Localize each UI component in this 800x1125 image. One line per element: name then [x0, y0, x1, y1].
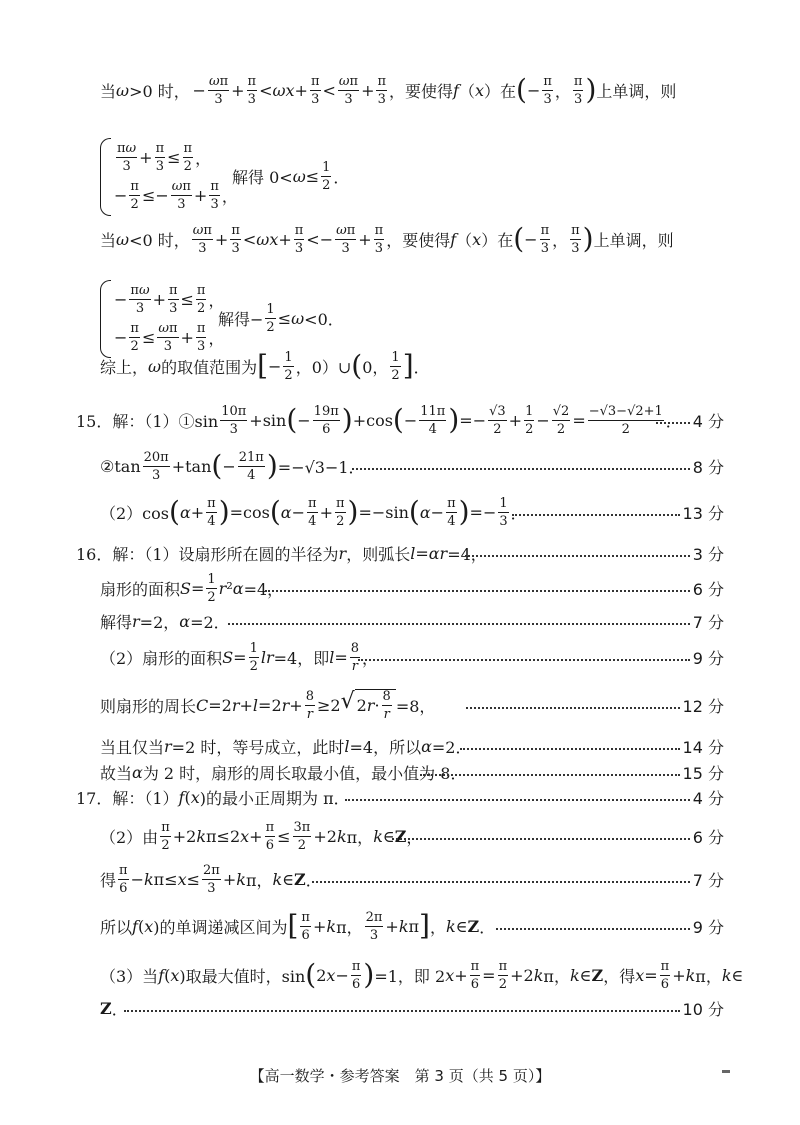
- score-label: 15 分: [682, 763, 724, 783]
- dot-leader: [656, 416, 690, 424]
- line-text: 综上， ω 的取值范围为 [ − $\frac{1}{2}$ ，0）∪ ( 0， $\frac{1}{2}$ ] ．: [100, 349, 430, 383]
- dot-leader: [392, 832, 690, 840]
- line-text: 故当 α 为 2 时，扇形的周长取最小值，最小值为 8．: [100, 762, 467, 783]
- score-label: 8 分: [692, 457, 724, 477]
- dot-leader: [312, 875, 690, 883]
- score-label: 3 分: [692, 544, 724, 564]
- dot-leader: [358, 653, 690, 661]
- line-p16c: [0, 601, 800, 641]
- dot-leader: [512, 508, 680, 516]
- corner-mark: [722, 1070, 730, 1073]
- score-label: 10 分: [682, 999, 724, 1019]
- dot-leader: [465, 549, 690, 557]
- line-p16e: [0, 685, 800, 725]
- dot-leader: [345, 793, 690, 801]
- line-text: ②tan $\frac{20\pi}{3}$ +tan ( − $\frac{21\pi}{4}$ ) =−√3−1．: [100, 449, 365, 483]
- line-text: （2）扇形的面积 S = $\frac{1}{2}$ lr =4，即 l = $\frac{8}{r}$ ，: [100, 640, 379, 674]
- line-text: （2）由 $\frac{\pi}{2}$ +2 k π≤2 x + $\frac{\pi}{6}$ ≤ $\frac{3\pi}{2}$ +2 k π， k ∈ Z ，: [100, 819, 423, 853]
- line-p17b: [0, 816, 800, 856]
- score-label: 12 分: [682, 696, 724, 716]
- line-text: 所以 f ( x )的单调递减区间为 [ $\frac{\pi}{6}$ + k π， $\frac{2\pi}{3}$ + k π ] ， k ∈ Z ．: [100, 909, 496, 943]
- line-p17c: [0, 859, 800, 899]
- score-label: 6 分: [692, 579, 724, 599]
- score-label: 7 分: [692, 612, 724, 632]
- dot-leader: [228, 617, 690, 625]
- line-p15a: [0, 400, 800, 440]
- dot-leader: [352, 462, 690, 470]
- line-p14a: [0, 70, 800, 110]
- line-text: 扇形的面积 S = $\frac{1}{2}$ r ² α =4，: [100, 571, 284, 605]
- line-text: 16．解：（1）设扇形所在圆的半径为 r ，则弧长 l = αr =4，: [76, 543, 487, 564]
- line-text: 则扇形的周长 C =2 r + l =2 r + $\frac{8}{r}$ ≥2 √ 2 r · $\frac{8}{r}$ =8，: [100, 688, 436, 722]
- score-label: 9 分: [692, 917, 724, 937]
- line-text: 得 $\frac{\pi}{6}$ − k π≤ x ≤ $\frac{2\pi}{3}$ + k π， k ∈ Z ．: [100, 862, 322, 896]
- line-p15c: [0, 492, 800, 532]
- line-p16a: [0, 533, 800, 573]
- dot-leader: [124, 1004, 680, 1012]
- system-row-1: $\frac{\pi\omega}{3}$ + $\frac{\pi}{3}$ ≤ $\frac{\pi}{2}$ ，: [117, 140, 212, 174]
- score-label: 6 分: [692, 827, 724, 847]
- dot-leader: [265, 584, 690, 592]
- dot-leader: [460, 742, 680, 750]
- inequality-system-2: [100, 280, 500, 356]
- line-p17f: [0, 988, 800, 1028]
- line-text: 解得 r =2， α =2．: [100, 611, 230, 632]
- dot-leader: [420, 768, 680, 776]
- line-p17d: [0, 906, 800, 946]
- line-text: 15．解：（1）①sin $\frac{10\pi}{3}$ +sin ( − $\frac{19\pi}{6}$ ) +cos ( − $\frac{11\pi}{4}$ ) =− $\frac{√3}{2}$ + $\frac{1}{2}$ − $\frac{√2}{2}$ = $\frac{-√3-√2+1}{2}$ ．: [76, 403, 682, 437]
- brace-symbol: [100, 138, 111, 216]
- system-row-1: − $\frac{\pi\omega}{3}$ + $\frac{\pi}{3}$ ≤ $\frac{\pi}{2}$ ，: [114, 282, 225, 316]
- line-text: 17．解：（1） f ( x )的最小正周期为 π．: [76, 787, 350, 808]
- system-solution: 解得 0< ω ≤ $\frac{1}{2}$ ．: [232, 159, 350, 193]
- brace-symbol: [100, 280, 111, 358]
- system-row-2: − $\frac{\pi}{2}$ ≤ $\frac{\omega\pi}{3}$ + $\frac{\pi}{3}$ ，: [114, 320, 225, 354]
- line-p16d: [0, 637, 800, 677]
- score-label: 13 分: [682, 503, 724, 523]
- line-text: （2）cos ( α + $\frac{\pi}{4}$ ) =cos ( α − $\frac{\pi}{4}$ + $\frac{\pi}{2}$ ) =−sin ( α − $\frac{\pi}{4}$ ) =− $\frac{1}{3}$ ．: [100, 495, 527, 529]
- score-label: 4 分: [692, 411, 724, 431]
- line-text: （3）当 f ( x )取最大值时，sin ( 2 x − $\frac{\pi}{6}$ ) =1，即 2 x + $\frac{\pi}{6}$ = $\frac{\pi}{2}$ +2 k π， k ∈ Z ，得 x = $\frac{\pi}{6}$ + k π， k ∈: [100, 958, 744, 992]
- score-label: 9 分: [692, 648, 724, 668]
- line-text: Z ．: [100, 998, 128, 1019]
- system-solution: 解得− $\frac{1}{2}$ ≤ ω <0．: [218, 301, 344, 335]
- dot-leader: [496, 922, 690, 930]
- line-p14b: [0, 219, 800, 259]
- line-text: 当且仅当 r =2 时，等号成立，此时 l =4，所以 α =2．: [100, 736, 472, 757]
- line-p17a: [0, 777, 800, 817]
- score-label: 14 分: [682, 737, 724, 757]
- inequality-system-1: [100, 138, 500, 214]
- system-row-2: − $\frac{\pi}{2}$ ≤− $\frac{\omega\pi}{3}$ + $\frac{\pi}{3}$ ，: [114, 178, 238, 212]
- score-label: 7 分: [692, 870, 724, 890]
- line-text: 当 ω >0 时， − $\frac{\omega\pi}{3}$ + $\frac{\pi}{3}$ < ωx + $\frac{\pi}{3}$ < $\frac{\omega\pi}{3}$ + $\frac{\pi}{3}$ ，要使得 f （ x ）在 ( − $\frac{\pi}{3}$ ， $\frac{\pi}{3}$ ) 上单调，则: [100, 73, 677, 107]
- score-label: 4 分: [692, 788, 724, 808]
- line-text: 当 ω <0 时， $\frac{\omega\pi}{3}$ + $\frac{\pi}{3}$ < ωx + $\frac{\pi}{3}$ <− $\frac{\omega\pi}{3}$ + $\frac{\pi}{3}$ ，要使得 f （ x ）在 ( − $\frac{\pi}{3}$ ， $\frac{\pi}{3}$ ) 上单调，则: [100, 222, 674, 256]
- page-footer: 【高一数学・参考答案 第 3 页（共 5 页）】: [249, 1067, 551, 1085]
- line-p15b: [0, 446, 800, 486]
- dot-leader: [466, 701, 680, 709]
